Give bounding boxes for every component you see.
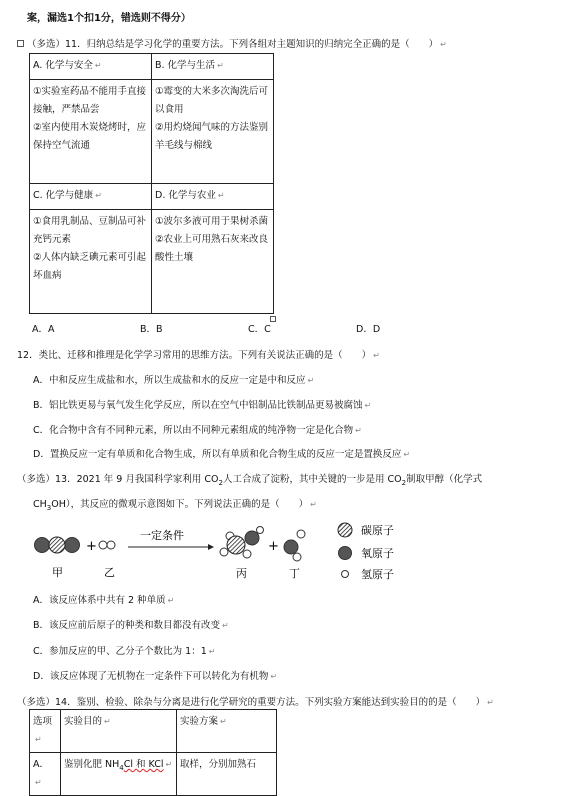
q13-option-b[interactable]: B．该反应前后原子的种类和数目都没有改变 ↵ [33, 620, 229, 631]
molecule-ding [284, 530, 305, 561]
q12-option-b[interactable]: B．铝比铁更易与氧气发生化学反应，所以在空气中铝制品比铁制品更易被腐蚀 ↵ [33, 400, 372, 411]
plus-sign-2: + [268, 539, 279, 554]
label-jia: 甲 [52, 566, 63, 579]
q11-stem: （多选）11．归纳总结是学习化学的重要方法。下列各组对主题知识的归纳完全正确的是（ ） ↵ [27, 39, 447, 50]
q12-option-d[interactable]: D．置换反应一定有单质和化合物生成，所以有单质和化合物生成的反应一定是置换反应 ↵ [33, 449, 411, 460]
molecule-jia [35, 537, 80, 553]
label-yi: 乙 [104, 566, 115, 579]
q14-row-a-purpose: 鉴别化肥 $NH_4Cl$ 和 KCl ↵ [61, 753, 177, 796]
q11-cell-b-body: ①霉变的大米多次淘洗后可以食用 ②用灼烧闻气味的方法鉴别羊毛线与棉线 [152, 80, 274, 184]
label-bing: 丙 [236, 567, 247, 580]
q14-header-plan: 实验方案 ↵ [177, 710, 277, 753]
q13-option-c[interactable]: C．参加反应的甲、乙分子个数比为 1：1 ↵ [33, 646, 216, 657]
legend-hydrogen: 氢原子 [361, 568, 394, 581]
q11-option-a[interactable]: A．A [32, 324, 55, 335]
table-move-handle[interactable] [17, 40, 24, 47]
header-line: 案，漏选1个扣1分，错选则不得分） [27, 13, 191, 24]
q14-stem: （多选）14．鉴别、检验、除杂与分离是进行化学研究的重要方法。下列实验方案能达到实验目的的是（ ） ↵ [17, 697, 494, 708]
plus-sign-1: + [86, 539, 97, 554]
q12-option-c[interactable]: C．化合物中含有不同种元素，所以由不同种元素组成的纯净物一定是化合物 ↵ [33, 425, 362, 436]
q13-option-a[interactable]: A．该反应体系中共有 2 种单质 ↵ [33, 595, 175, 606]
reaction-arrow [128, 544, 214, 550]
legend-carbon: 碳原子 [361, 524, 394, 537]
molecule-bing [220, 527, 264, 559]
q14-row-a-label: A．↵ [30, 753, 61, 796]
q11-options [32, 321, 380, 335]
q11-option-c[interactable]: C．C [248, 324, 271, 335]
q12-option-a[interactable]: A．中和反应生成盐和水，所以生成盐和水的反应一定是中和反应 ↵ [33, 375, 315, 386]
q11-cell-a-body: ①实验室药品不能用手直接接触，严禁品尝 ②室内使用木炭烧烤时，应保持空气流通 [30, 80, 152, 184]
q13-stem-line1: （多选）13．2021 年 9 月我国科学家利用 $CO_2$人工合成了淀粉，其中关键的一步是用 $CO_2$制取甲醇（化学式 [17, 474, 483, 487]
q14-header-purpose: 实验目的 ↵ [61, 710, 177, 753]
q11-option-d[interactable]: D．D [356, 324, 381, 335]
q11-cell-a-title: A. 化学与安全 ↵ [30, 54, 152, 80]
q11-cell-c-body: ①食用乳制品、豆制品可补充钙元素 ②人体内缺乏碘元素可引起坏血病 [30, 210, 152, 314]
q13-option-d[interactable]: D．该反应体现了无机物在一定条件下可以转化为有机物 ↵ [33, 671, 278, 682]
q14-row-a-plan: 取样，分别加熟石 [177, 753, 277, 796]
q14-table [29, 709, 277, 796]
q14-header-option: 选项↵ [30, 710, 61, 753]
q11-table [29, 53, 274, 314]
q11-prefix: （多选）11． [27, 39, 87, 50]
q11-option-b[interactable]: B．B [140, 324, 163, 335]
legend-oxygen: 氧原子 [361, 547, 394, 560]
q12-stem: 12．类比、迁移和推理是化学学习常用的思维方法。下列有关说法正确的是（ ） ↵ [17, 350, 380, 361]
reaction-condition: 一定条件 [140, 529, 184, 542]
label-ding: 丁 [289, 567, 300, 580]
q11-cell-b-title: B. 化学与生活 ↵ [152, 54, 274, 80]
molecule-yi [99, 541, 115, 549]
q11-cell-d-body: ①波尔多液可用于果树杀菌 ②农业上可用熟石灰来改良酸性土壤 [152, 210, 274, 314]
q11-text: 归纳总结是学习化学的重要方法。下列各组对主题知识的归纳完全正确的是（ ） [86, 39, 439, 50]
reaction-diagram [0, 518, 582, 588]
q13-stem-line2: $CH_3OH$），其反应的微观示意图如下。下列说法正确的是（ ） ↵ [33, 499, 317, 512]
q11-cell-d-title: D. 化学与农业 ↵ [152, 184, 274, 210]
q11-cell-c-title: C. 化学与健康 ↵ [30, 184, 152, 210]
legend [338, 523, 394, 581]
